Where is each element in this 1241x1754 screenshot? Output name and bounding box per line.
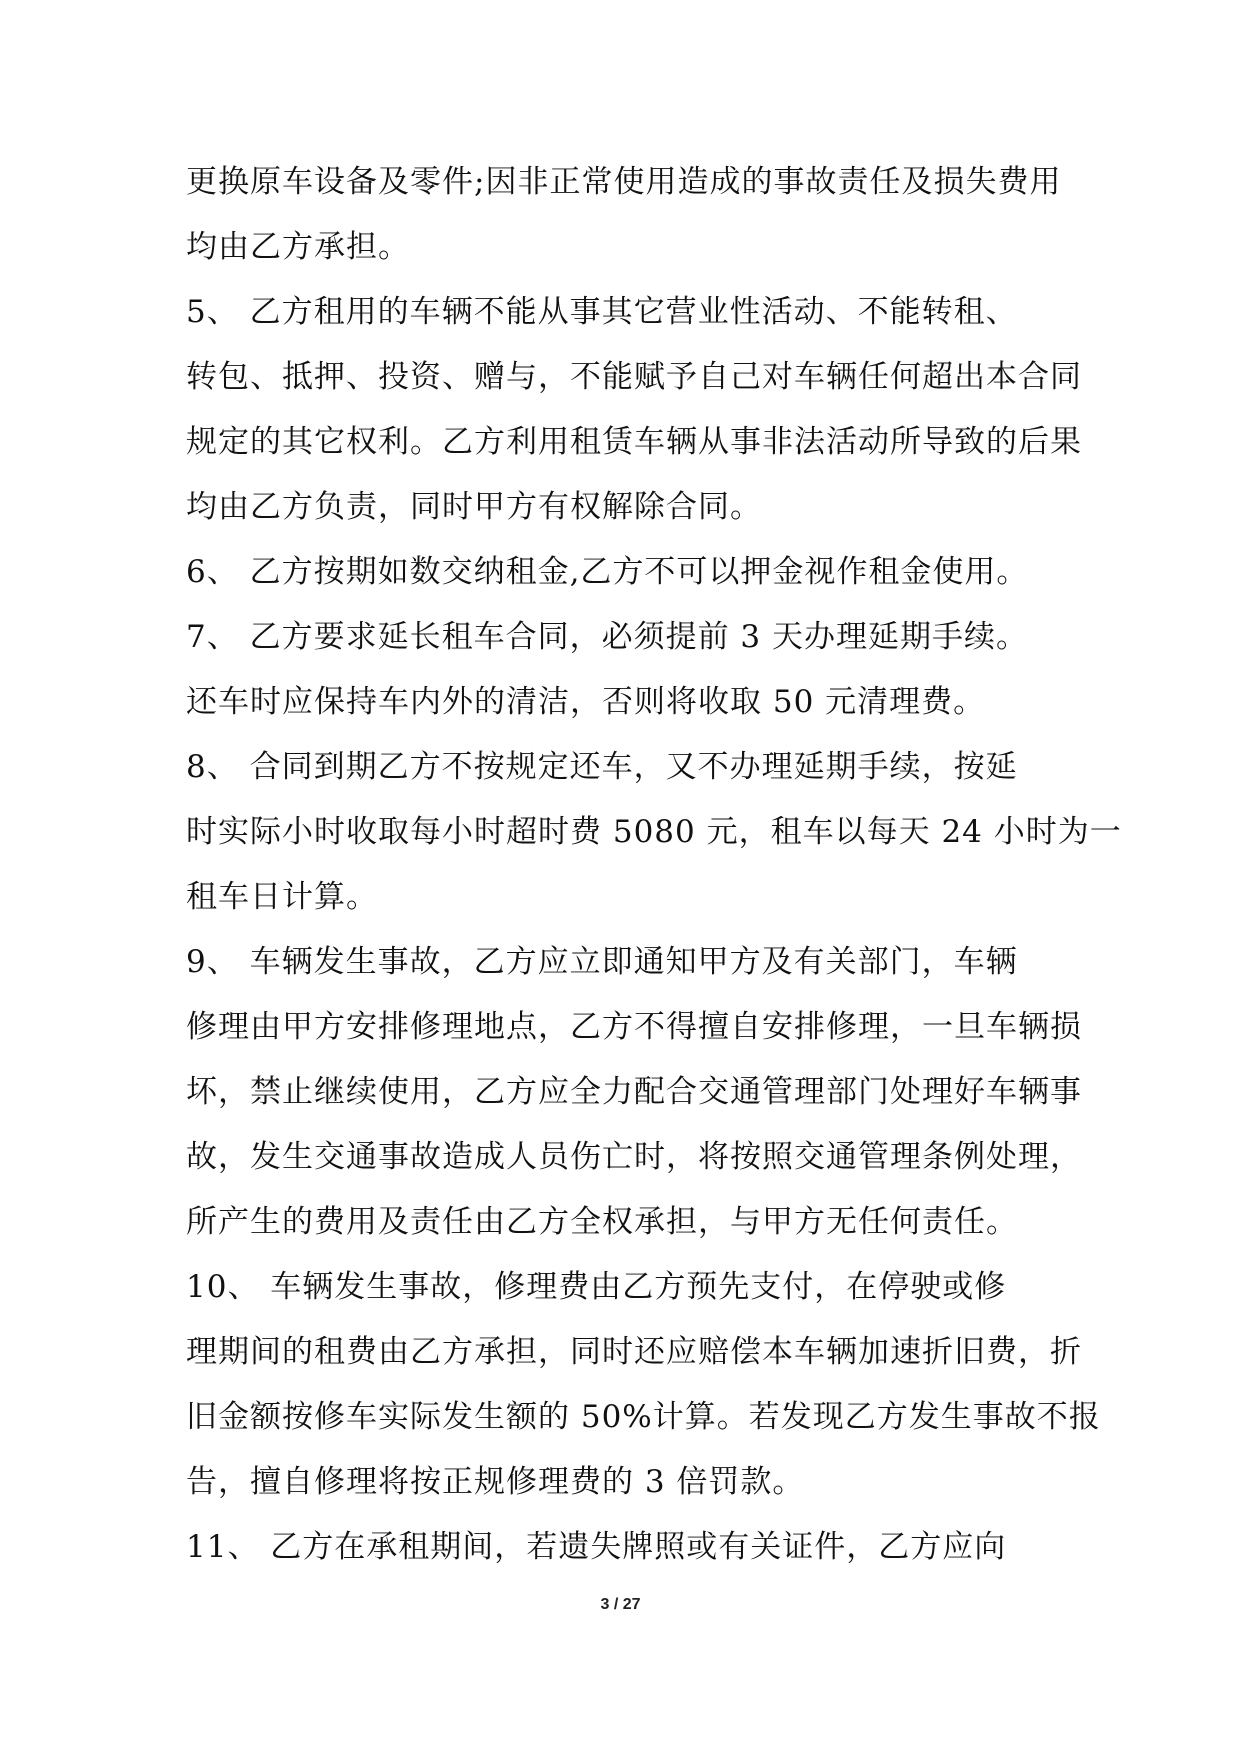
text-line: 转包、抵押、投资、赠与，不能赋予自己对车辆任何超出本合同 bbox=[186, 359, 1082, 395]
text-line: 均由乙方承担。 bbox=[186, 229, 410, 265]
clause-5-line: 5、 乙方租用的车辆不能从事其它营业性活动、不能转租、 bbox=[186, 294, 1018, 330]
clause-10-line: 10、 车辆发生事故，修理费由乙方预先支付，在停驶或修 bbox=[186, 1269, 1007, 1305]
page-number: 3 / 27 bbox=[600, 1596, 641, 1613]
text-line: 租车日计算。 bbox=[186, 879, 378, 915]
text-line: 更换原车设备及零件;因非正常使用造成的事故责任及损失费用 bbox=[186, 164, 1062, 200]
clause-8-line: 8、 合同到期乙方不按规定还车，又不办理延期手续，按延 bbox=[186, 749, 1018, 785]
text-line: 时实际小时收取每小时超时费 5080 元，租车以每天 24 小时为一 bbox=[186, 814, 1122, 850]
text-line: 所产生的费用及责任由乙方全权承担，与甲方无任何责任。 bbox=[186, 1204, 1018, 1240]
text-line: 理期间的租费由乙方承担，同时还应赔偿本车辆加速折旧费，折 bbox=[186, 1334, 1082, 1370]
text-line: 坏，禁止继续使用，乙方应全力配合交通管理部门处理好车辆事 bbox=[186, 1074, 1082, 1110]
text-line: 规定的其它权利。乙方利用租赁车辆从事非法活动所导致的后果 bbox=[186, 424, 1082, 460]
text-line: 均由乙方负责，同时甲方有权解除合同。 bbox=[186, 489, 762, 525]
clause-9-line: 9、 车辆发生事故，乙方应立即通知甲方及有关部门，车辆 bbox=[186, 944, 1018, 980]
clause-11-line: 11、 乙方在承租期间，若遗失牌照或有关证件，乙方应向 bbox=[186, 1529, 1007, 1565]
text-line: 故，发生交通事故造成人员伤亡时，将按照交通管理条例处理， bbox=[186, 1139, 1082, 1175]
contract-body bbox=[186, 150, 1122, 1580]
clause-6-line: 6、 乙方按期如数交纳租金,乙方不可以押金视作租金使用。 bbox=[186, 554, 1029, 590]
text-line: 还车时应保持车内外的清洁，否则将收取 50 元清理费。 bbox=[186, 684, 986, 720]
text-line: 告，擅自修理将按正规修理费的 3 倍罚款。 bbox=[186, 1464, 805, 1500]
clause-7-line: 7、 乙方要求延长租车合同，必须提前 3 天办理延期手续。 bbox=[186, 619, 1029, 655]
text-line: 修理由甲方安排修理地点，乙方不得擅自安排修理，一旦车辆损 bbox=[186, 1009, 1082, 1045]
text-line: 旧金额按修车实际发生额的 50%计算。若发现乙方发生事故不报 bbox=[186, 1399, 1101, 1435]
